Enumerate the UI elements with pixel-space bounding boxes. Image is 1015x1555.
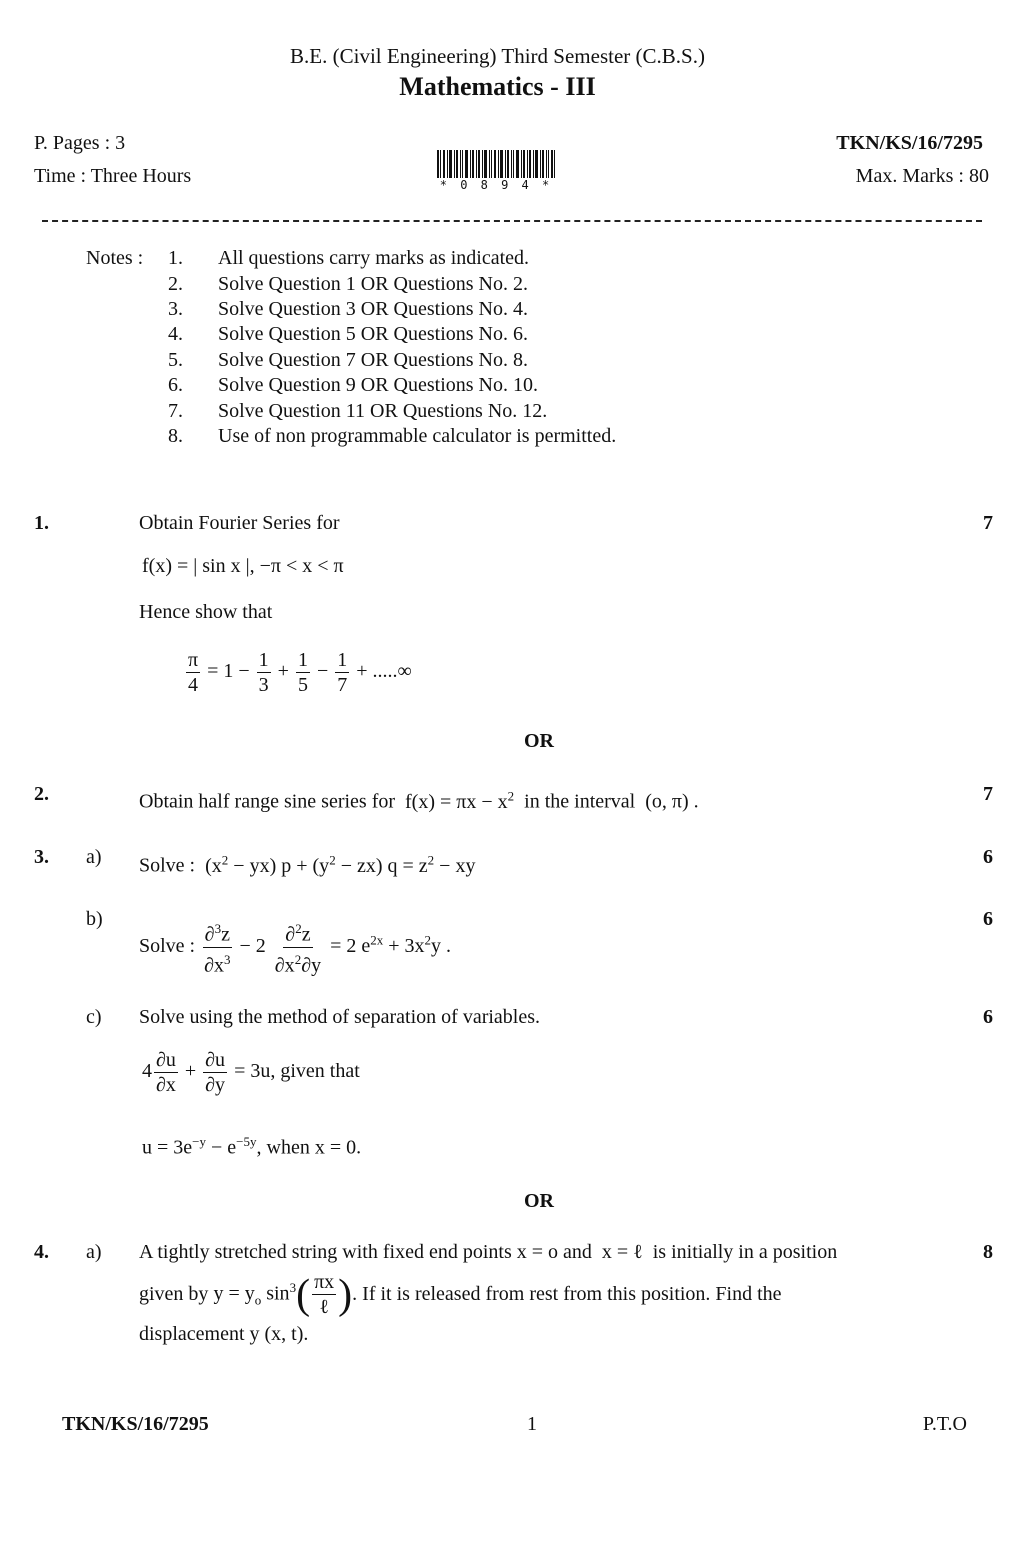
q3-part-a-label: a) [86, 846, 102, 868]
subject-title: Mathematics - III [399, 72, 596, 101]
q1-function: f(x) = | sin x |, −π < x < π [142, 555, 344, 577]
divider [42, 220, 982, 222]
q4a-line2: given by $y = y_o$ $\sin^3$ ( $\frac{\pi x}{\text{ℓ}}$ ) . If it is released from rest from this position. Find the [139, 1271, 782, 1318]
footer-code: TKN/KS/16/7295 [62, 1413, 209, 1435]
question-number-1: 1. [34, 512, 49, 534]
question-1-text: Obtain Fourier Series for [139, 512, 340, 534]
note-item: 8. Use of non programmable calculator is permitted. [168, 425, 617, 447]
q3a-marks: 6 [983, 846, 993, 868]
question-2-marks: 7 [983, 783, 993, 805]
q3b-text: Solve : $\frac{\partial^3z}{\partial x^3}$ − 2 $\frac{\partial^2z}{\partial x^2\partial y}$ = 2 $e^{2x} + 3x^2y$ . [139, 917, 451, 977]
q4a-line1: A tightly stretched string with fixed end points x = o and x = ℓ is initially in a position [139, 1241, 838, 1263]
q3c-boundary: $u = 3e^{-y} - e^{-5y}$, when x = 0. [142, 1134, 362, 1159]
note-item: 1. All questions carry marks as indicated. [168, 247, 530, 269]
q1-hence: Hence show that [139, 601, 273, 623]
q4a-line3: displacement y (x, t). [139, 1323, 309, 1345]
q3-part-c-label: c) [86, 1006, 102, 1028]
or-separator: OR [524, 730, 554, 752]
q1-series-identity: $\frac{\pi}{4}$ = 1 − $\frac{1}{3}$ + $\frac{1}{5}$ − $\frac{1}{7}$ + .....∞ [188, 649, 412, 696]
q3c-pde: 4 $\frac{\partial u}{\partial x}$ + $\frac{\partial u}{\partial y}$ = 3u, given that [142, 1049, 360, 1096]
note-item: 2. Solve Question 1 OR Questions No. 2. [168, 273, 528, 295]
page-count: P. Pages : 3 [34, 132, 126, 154]
page-number: 1 [527, 1413, 537, 1435]
course-title: B.E. (Civil Engineering) Third Semester (C.B.S.) [290, 44, 705, 68]
question-2-text: Obtain half range sine series for $f(x) = \pi x - x^2$ in the interval (o, π) . [139, 788, 699, 813]
q3-part-b-label: b) [86, 908, 103, 930]
question-number-2: 2. [34, 783, 49, 805]
notes-label: Notes : [86, 247, 144, 269]
q3c-marks: 6 [983, 1006, 993, 1028]
note-item: 6. Solve Question 9 OR Questions No. 10. [168, 374, 538, 396]
q4a-marks: 8 [983, 1241, 993, 1263]
or-separator: OR [524, 1190, 554, 1212]
question-number-3: 3. [34, 846, 49, 868]
please-turn-over: P.T.O [922, 1413, 967, 1435]
note-item: 5. Solve Question 7 OR Questions No. 8. [168, 349, 528, 371]
note-item: 3. Solve Question 3 OR Questions No. 4. [168, 298, 528, 320]
q4-part-a-label: a) [86, 1241, 102, 1263]
barcode [437, 150, 555, 178]
q3b-marks: 6 [983, 908, 993, 930]
note-item: 7. Solve Question 11 OR Questions No. 12. [168, 400, 548, 422]
question-number-4: 4. [34, 1241, 49, 1263]
max-marks: Max. Marks : 80 [855, 165, 989, 187]
exam-duration: Time : Three Hours [34, 165, 192, 187]
paper-code: TKN/KS/16/7295 [836, 132, 983, 154]
question-1-marks: 7 [983, 512, 993, 534]
q3a-text: Solve : $(x^2 - yx) p + (y^2 - zx) q = z^2$ − xy [139, 852, 476, 877]
barcode-number: * 0 8 9 4 * [439, 178, 553, 192]
q3c-text: Solve using the method of separation of variables. [139, 1006, 541, 1028]
note-item: 4. Solve Question 5 OR Questions No. 6. [168, 323, 528, 345]
